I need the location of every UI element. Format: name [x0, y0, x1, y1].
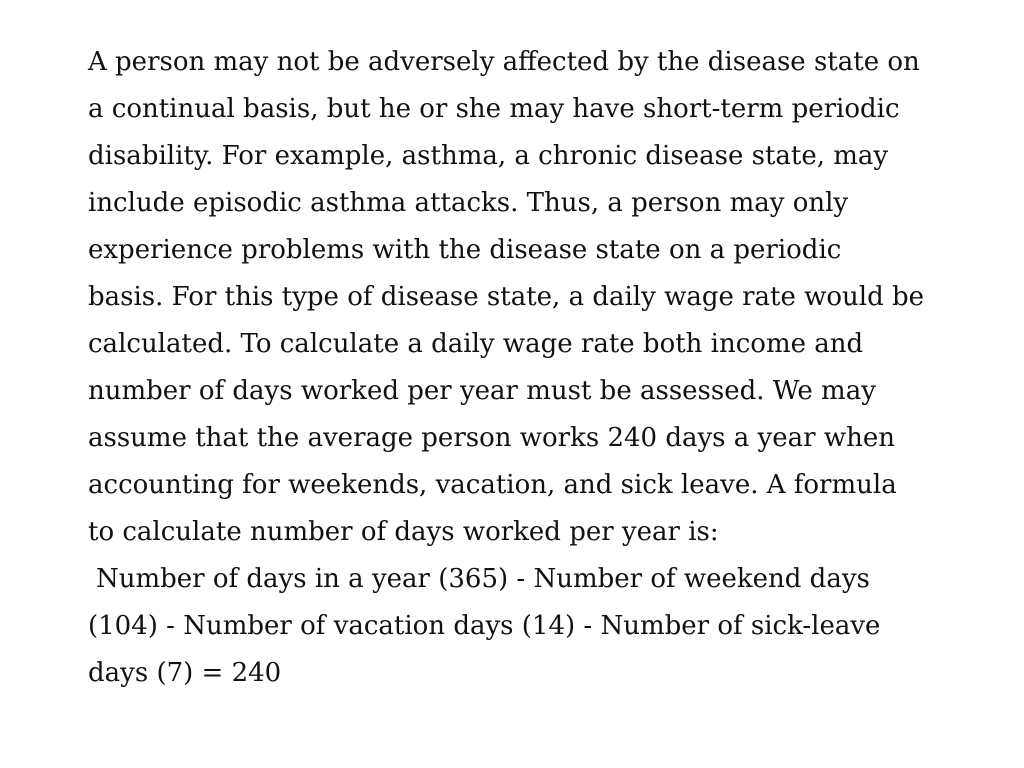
formula-line: Number of days in a year (365) - Number of weekend days: [96, 564, 870, 594]
body-text: [88, 39, 1008, 697]
paragraph-line: include episodic asthma attacks. Thus, a person may only: [88, 188, 849, 218]
paragraph-line: to calculate number of days worked per year is:: [88, 517, 719, 547]
paragraph-line: disability. For example, asthma, a chronic disease state, may: [88, 141, 889, 171]
formula-line: days (7) = 240: [88, 658, 282, 688]
paragraph-line: A person may not be adversely affected by the disease state on: [88, 47, 920, 77]
paragraph-line: accounting for weekends, vacation, and sick leave. A formula: [88, 470, 897, 500]
formula-line: (104) - Number of vacation days (14) - Number of sick-leave: [88, 611, 881, 641]
paragraph-line: calculated. To calculate a daily wage rate both income and: [88, 329, 864, 359]
paragraph-line: experience problems with the disease state on a periodic: [88, 235, 842, 265]
paragraph-line: a continual basis, but he or she may have short-term periodic: [88, 94, 900, 124]
paragraph-line: number of days worked per year must be assessed. We may: [88, 376, 876, 406]
paragraph-line: assume that the average person works 240 days a year when: [88, 423, 895, 453]
paragraph-line: basis. For this type of disease state, a daily wage rate would be: [88, 282, 925, 312]
